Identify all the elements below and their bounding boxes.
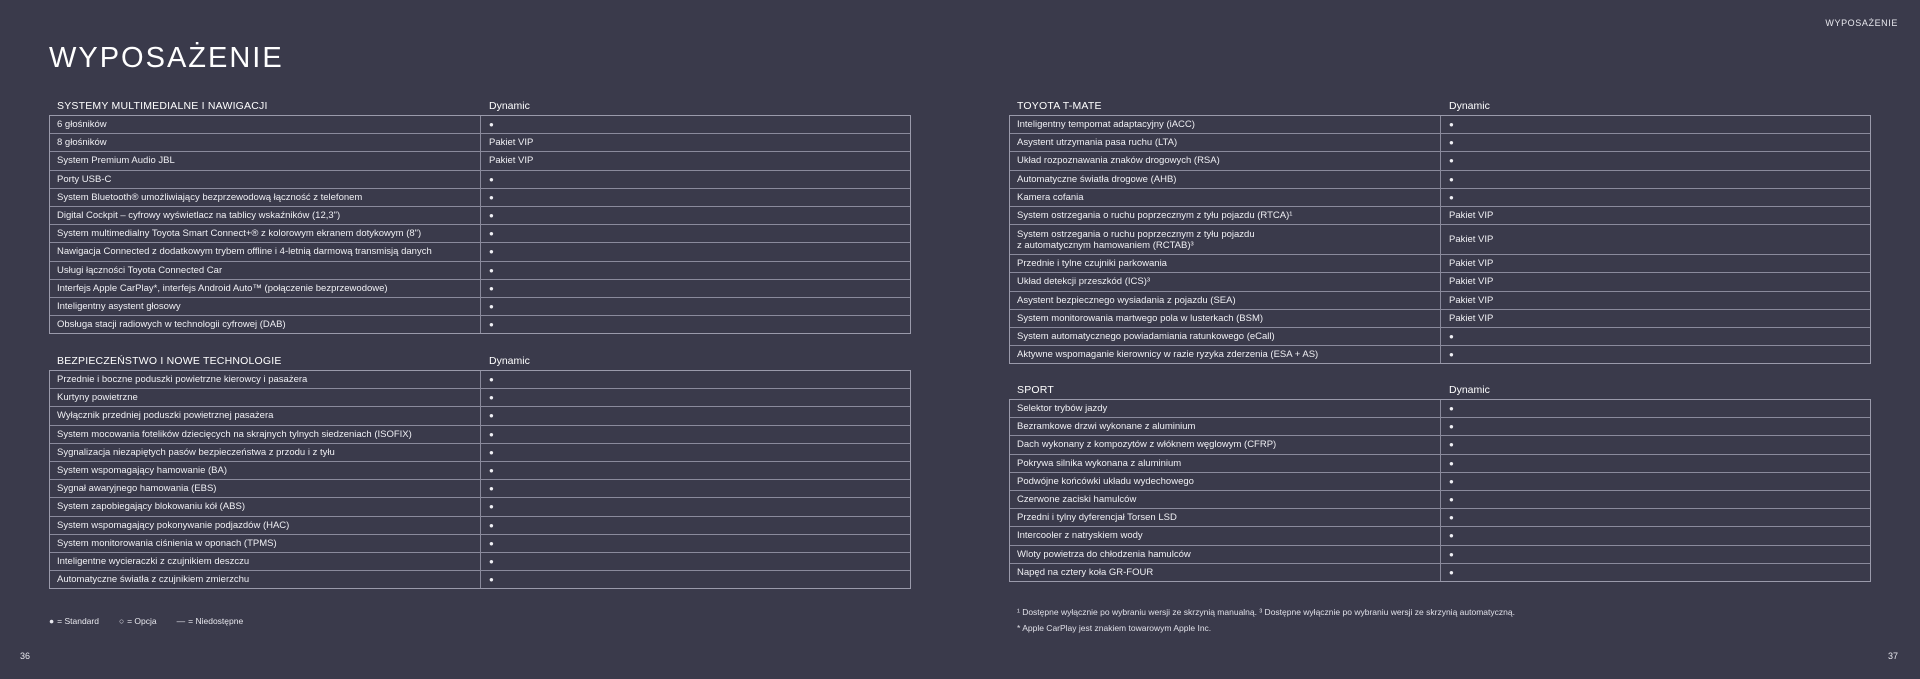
- feature-value: Pakiet VIP: [1449, 258, 1494, 270]
- table-row: [50, 443, 910, 461]
- feature-table: [1009, 115, 1871, 364]
- standard-dot-icon: ●: [1449, 458, 1454, 468]
- section-title: SYSTEMY MULTIMEDIALNE I NAWIGACJI: [57, 100, 268, 112]
- table-row: [50, 315, 910, 333]
- table-row: [1010, 345, 1870, 363]
- table-row: [1010, 400, 1870, 417]
- standard-dot-icon: ●: [1449, 120, 1454, 130]
- standard-dot-icon: ●: [1449, 422, 1454, 432]
- standard-dot-icon: ●: [489, 520, 494, 530]
- page-number-right: 37: [1887, 651, 1898, 661]
- table-row: [1010, 116, 1870, 133]
- feature-name: Kurtyny powietrzne: [50, 389, 481, 406]
- feature-name: Asystent bezpiecznego wysiadania z pojazdu (SEA): [1010, 292, 1441, 309]
- standard-dot-icon: ●: [489, 429, 494, 439]
- feature-name: 6 głośników: [50, 116, 481, 133]
- table-row: [1010, 435, 1870, 453]
- feature-name: System Bluetooth® umożliwiający bezprzewodową łączność z telefonem: [50, 189, 481, 206]
- section-title: BEZPIECZEŃSTWO I NOWE TECHNOLOGIE: [57, 355, 282, 367]
- standard-dot-icon: ●: [489, 502, 494, 512]
- column-header: Dynamic: [1449, 100, 1490, 112]
- feature-value: Pakiet VIP: [1449, 234, 1494, 246]
- feature-value: Pakiet VIP: [489, 137, 534, 149]
- column-header: Dynamic: [1449, 384, 1490, 396]
- feature-name: Inteligentne wycieraczki z czujnikiem deszczu: [50, 553, 481, 570]
- standard-dot-icon: ●: [489, 120, 494, 130]
- feature-name: Inteligentny tempomat adaptacyjny (iACC): [1010, 116, 1441, 133]
- legend-standard: [49, 616, 99, 626]
- feature-value: Pakiet VIP: [1449, 210, 1494, 222]
- standard-dot-icon: ●: [489, 174, 494, 184]
- standard-dot-icon: ●: [1449, 495, 1454, 505]
- table-row: [1010, 309, 1870, 327]
- table-row: [50, 570, 910, 588]
- standard-dot-icon: ●: [1449, 476, 1454, 486]
- feature-name: Przedni i tylny dyferencjał Torsen LSD: [1010, 509, 1441, 526]
- feature-name: System wspomagający hamowanie (BA): [50, 462, 481, 479]
- feature-name: Wyłącznik przedniej poduszki powietrznej pasażera: [50, 407, 481, 424]
- table-row: [1010, 291, 1870, 309]
- standard-dot-icon: ●: [1449, 549, 1454, 559]
- feature-name: System monitorowania martwego pola w lusterkach (BSM): [1010, 310, 1441, 327]
- section-header: [1009, 97, 1871, 112]
- feature-name: System mocowania fotelików dziecięcych na skrajnych tylnych siedzeniach (ISOFIX): [50, 426, 481, 443]
- table-row: [1010, 151, 1870, 169]
- legend-label: = Niedostępne: [188, 616, 244, 626]
- section-title: SPORT: [1017, 384, 1054, 396]
- feature-name: System automatycznego powiadamiania ratunkowego (eCall): [1010, 328, 1441, 345]
- standard-dot-icon: ●: [489, 411, 494, 421]
- table-row: [50, 206, 910, 224]
- feature-table: [49, 370, 911, 589]
- running-header: WYPOSAŻENIE: [1825, 18, 1898, 28]
- feature-name: System wspomagający pokonywanie podjazdów (HAC): [50, 517, 481, 534]
- legend: [49, 616, 243, 626]
- feature-name: Intercooler z natryskiem wody: [1010, 527, 1441, 544]
- standard-dot-icon: ●: [1449, 331, 1454, 341]
- table-row: [50, 261, 910, 279]
- table-row: [1010, 254, 1870, 272]
- section-safety: [49, 352, 911, 589]
- feature-table: [49, 115, 911, 334]
- standard-dot-icon: ●: [489, 575, 494, 585]
- filled-dot-icon: ●: [49, 616, 55, 626]
- footnotes: [1017, 604, 1515, 636]
- feature-name: Digital Cockpit – cyfrowy wyświetlacz na tablicy wskaźników (12,3"): [50, 207, 481, 224]
- feature-name: System monitorowania ciśnienia w oponach (TPMS): [50, 535, 481, 552]
- table-row: [50, 188, 910, 206]
- section-multimedia: [49, 97, 911, 334]
- table-row: [1010, 563, 1870, 581]
- feature-name: Przednie i tylne czujniki parkowania: [1010, 255, 1441, 272]
- feature-name: Dach wykonany z kompozytów z włóknem węglowym (CFRP): [1010, 436, 1441, 453]
- feature-name: Aktywne wspomaganie kierownicy w razie ryzyka zderzenia (ESA + AS): [1010, 346, 1441, 363]
- page-title: WYPOSAŻENIE: [49, 42, 284, 74]
- table-row: [1010, 272, 1870, 290]
- table-row: [1010, 133, 1870, 151]
- standard-dot-icon: ●: [489, 447, 494, 457]
- standard-dot-icon: ●: [1449, 440, 1454, 450]
- table-row: [1010, 490, 1870, 508]
- feature-name: Napęd na cztery koła GR-FOUR: [1010, 564, 1441, 581]
- footnote: ¹ Dostępne wyłącznie po wybraniu wersji ze skrzynią manualną. ³ Dostępne wyłącznie po wybraniu wersji ze skrzynią automatyczną.: [1017, 607, 1515, 617]
- feature-name: System multimedialny Toyota Smart Connect+® z kolorowym ekranem dotykowym (8"): [50, 225, 481, 242]
- feature-name: Czerwone zaciski hamulców: [1010, 491, 1441, 508]
- table-row: [1010, 526, 1870, 544]
- table-row: [50, 371, 910, 388]
- feature-name: Selektor trybów jazdy: [1010, 400, 1441, 417]
- hollow-dot-icon: ○: [118, 616, 125, 626]
- section-tmate: [1009, 97, 1871, 364]
- standard-dot-icon: ●: [1449, 513, 1454, 523]
- table-row: [50, 552, 910, 570]
- feature-name: Bezramkowe drzwi wykonane z aluminium: [1010, 418, 1441, 435]
- feature-name: Porty USB-C: [50, 171, 481, 188]
- page-number-left: 36: [20, 651, 31, 661]
- table-row: [50, 461, 910, 479]
- table-row: [1010, 472, 1870, 490]
- table-row: [1010, 206, 1870, 224]
- feature-value: Pakiet VIP: [1449, 312, 1494, 324]
- feature-value: Pakiet VIP: [1449, 294, 1494, 306]
- standard-dot-icon: ●: [1449, 404, 1454, 414]
- standard-dot-icon: ●: [1449, 156, 1454, 166]
- legend-label: = Standard: [57, 616, 99, 626]
- table-row: [1010, 188, 1870, 206]
- feature-name: Inteligentny asystent głosowy: [50, 298, 481, 315]
- standard-dot-icon: ●: [489, 466, 494, 476]
- table-row: [1010, 454, 1870, 472]
- feature-name: Podwójne końcówki układu wydechowego: [1010, 473, 1441, 490]
- column-header: Dynamic: [489, 100, 530, 112]
- legend-unavailable: [177, 616, 244, 626]
- standard-dot-icon: ●: [489, 320, 494, 330]
- dash-icon: —: [176, 616, 186, 626]
- feature-name: Usługi łączności Toyota Connected Car: [50, 262, 481, 279]
- section-header: [1009, 381, 1871, 396]
- standard-dot-icon: ●: [489, 556, 494, 566]
- table-row: [50, 170, 910, 188]
- table-row: [50, 516, 910, 534]
- standard-dot-icon: ●: [489, 484, 494, 494]
- table-row: [50, 279, 910, 297]
- feature-name: Nawigacja Connected z dodatkowym trybem offline i 4-letnią darmową transmisją danych: [50, 243, 481, 260]
- table-row: [50, 224, 910, 242]
- section-header: [49, 352, 911, 367]
- table-row: [1010, 508, 1870, 526]
- table-row: [50, 242, 910, 260]
- table-row: [50, 133, 910, 151]
- feature-name: Sygnalizacja niezapiętych pasów bezpieczeństwa z przodu i z tyłu: [50, 444, 481, 461]
- section-title: TOYOTA T-MATE: [1017, 100, 1102, 112]
- standard-dot-icon: ●: [489, 192, 494, 202]
- standard-dot-icon: ●: [489, 301, 494, 311]
- table-row: [50, 534, 910, 552]
- standard-dot-icon: ●: [1449, 531, 1454, 541]
- legend-label: = Opcja: [127, 616, 157, 626]
- table-row: [1010, 545, 1870, 563]
- standard-dot-icon: ●: [1449, 192, 1454, 202]
- feature-name: Asystent utrzymania pasa ruchu (LTA): [1010, 134, 1441, 151]
- table-row: [50, 388, 910, 406]
- standard-dot-icon: ●: [489, 211, 494, 221]
- feature-name: Sygnał awaryjnego hamowania (EBS): [50, 480, 481, 497]
- table-row: [50, 479, 910, 497]
- feature-name: Pokrywa silnika wykonana z aluminium: [1010, 455, 1441, 472]
- table-row: [50, 497, 910, 515]
- standard-dot-icon: ●: [1449, 350, 1454, 360]
- feature-name: Automatyczne światła z czujnikiem zmierzchu: [50, 571, 481, 588]
- section-header: [49, 97, 911, 112]
- standard-dot-icon: ●: [1449, 567, 1454, 577]
- table-row: [50, 406, 910, 424]
- feature-name: Interfejs Apple CarPlay*, interfejs Android Auto™ (połączenie bezprzewodowe): [50, 280, 481, 297]
- feature-name: System Premium Audio JBL: [50, 152, 481, 169]
- feature-name: Automatyczne światła drogowe (AHB): [1010, 171, 1441, 188]
- feature-name: Przednie i boczne poduszki powietrzne kierowcy i pasażera: [50, 371, 481, 388]
- table-row: [50, 151, 910, 169]
- section-sport: [1009, 381, 1871, 582]
- standard-dot-icon: ●: [1449, 138, 1454, 148]
- standard-dot-icon: ●: [489, 538, 494, 548]
- legend-option: [119, 616, 157, 626]
- feature-name: System ostrzegania o ruchu poprzecznym z tyłu pojazdu (RTCA)¹: [1010, 207, 1441, 224]
- column-header: Dynamic: [489, 355, 530, 367]
- standard-dot-icon: ●: [489, 283, 494, 293]
- feature-name: Układ rozpoznawania znaków drogowych (RSA): [1010, 152, 1441, 169]
- table-row: [1010, 417, 1870, 435]
- table-row: [50, 425, 910, 443]
- feature-name: System ostrzegania o ruchu poprzecznym z tyłu pojazdu z automatycznym hamowaniem (RCTAB)³: [1010, 225, 1441, 254]
- table-row: [1010, 224, 1870, 254]
- feature-table: [1009, 399, 1871, 582]
- feature-value: Pakiet VIP: [1449, 276, 1494, 288]
- table-row: [50, 297, 910, 315]
- footnote: * Apple CarPlay jest znakiem towarowym Apple Inc.: [1017, 623, 1212, 633]
- table-row: [1010, 327, 1870, 345]
- standard-dot-icon: ●: [489, 229, 494, 239]
- feature-name: Kamera cofania: [1010, 189, 1441, 206]
- standard-dot-icon: ●: [1449, 174, 1454, 184]
- table-row: [1010, 170, 1870, 188]
- feature-name: Wloty powietrza do chłodzenia hamulców: [1010, 546, 1441, 563]
- standard-dot-icon: ●: [489, 265, 494, 275]
- standard-dot-icon: ●: [489, 393, 494, 403]
- standard-dot-icon: ●: [489, 375, 494, 385]
- feature-value: Pakiet VIP: [489, 155, 534, 167]
- feature-name: 8 głośników: [50, 134, 481, 151]
- feature-name: Obsługa stacji radiowych w technologii cyfrowej (DAB): [50, 316, 481, 333]
- standard-dot-icon: ●: [489, 247, 494, 257]
- table-row: [50, 116, 910, 133]
- feature-name: System zapobiegający blokowaniu kół (ABS): [50, 498, 481, 515]
- feature-name: Układ detekcji przeszkód (ICS)³: [1010, 273, 1441, 290]
